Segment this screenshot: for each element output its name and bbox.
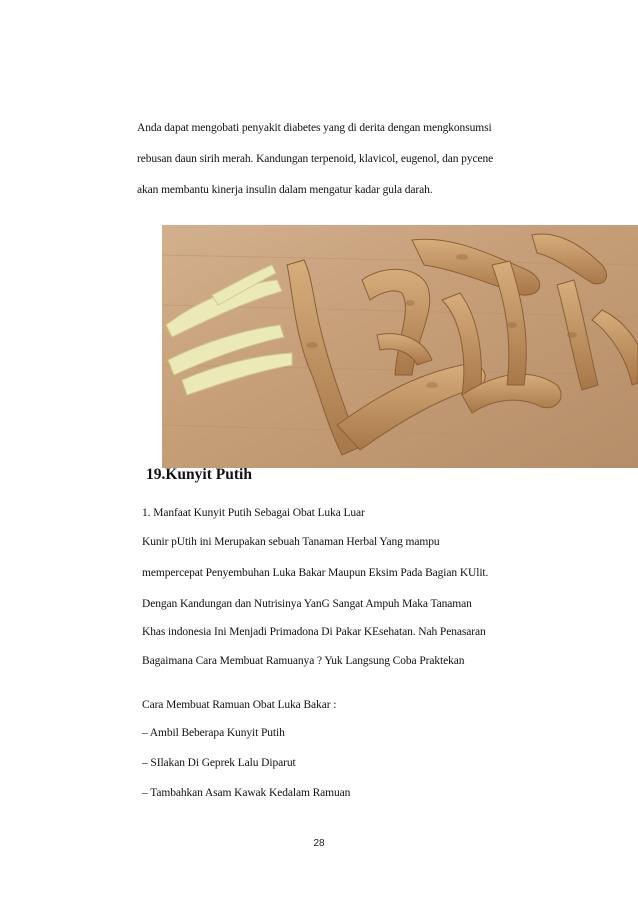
body-line-3: mempercepat Penyembuhan Luka Bakar Maupun Eksim Pada Bagian KUlit. xyxy=(142,567,489,579)
steps-title: Cara Membuat Ramuan Obat Luka Bakar : xyxy=(142,699,337,711)
body-line-1: 1. Manfaat Kunyit Putih Sebagai Obat Luka Luar xyxy=(142,507,365,519)
page-number: 28 xyxy=(313,838,325,849)
step-2: – SIlakan Di Geprek Lalu Diparut xyxy=(142,757,296,769)
body-line-4: Dengan Kandungan dan Nutrisinya YanG Sangat Ampuh Maka Tanaman xyxy=(142,598,472,610)
body-line-5: Khas indonesia Ini Menjadi Primadona Di Pakar KEsehatan. Nah Penasaran xyxy=(142,626,486,638)
step-3: – Tambahkan Asam Kawak Kedalam Ramuan xyxy=(142,787,351,799)
body-line-2: Kunir pUtih ini Merupakan sebuah Tanaman Herbal Yang mampu xyxy=(142,536,440,548)
intro-line-3: akan membantu kinerja insulin dalam mengatur kadar gula darah. xyxy=(137,184,433,196)
intro-line-2: rebusan daun sirih merah. Kandungan terpenoid, klavicol, eugenol, dan pycene xyxy=(137,153,494,165)
body-line-6: Bagaimana Cara Membuat Ramuanya ? Yuk Langsung Coba Praktekan xyxy=(142,655,465,667)
intro-line-1: Anda dapat mengobati penyakit diabetes yang di derita dengan mengkonsumsi xyxy=(137,122,492,134)
step-1: – Ambil Beberapa Kunyit Putih xyxy=(142,727,285,739)
turmeric-photo xyxy=(162,225,638,468)
section-heading: 19.Kunyit Putih xyxy=(146,466,252,483)
